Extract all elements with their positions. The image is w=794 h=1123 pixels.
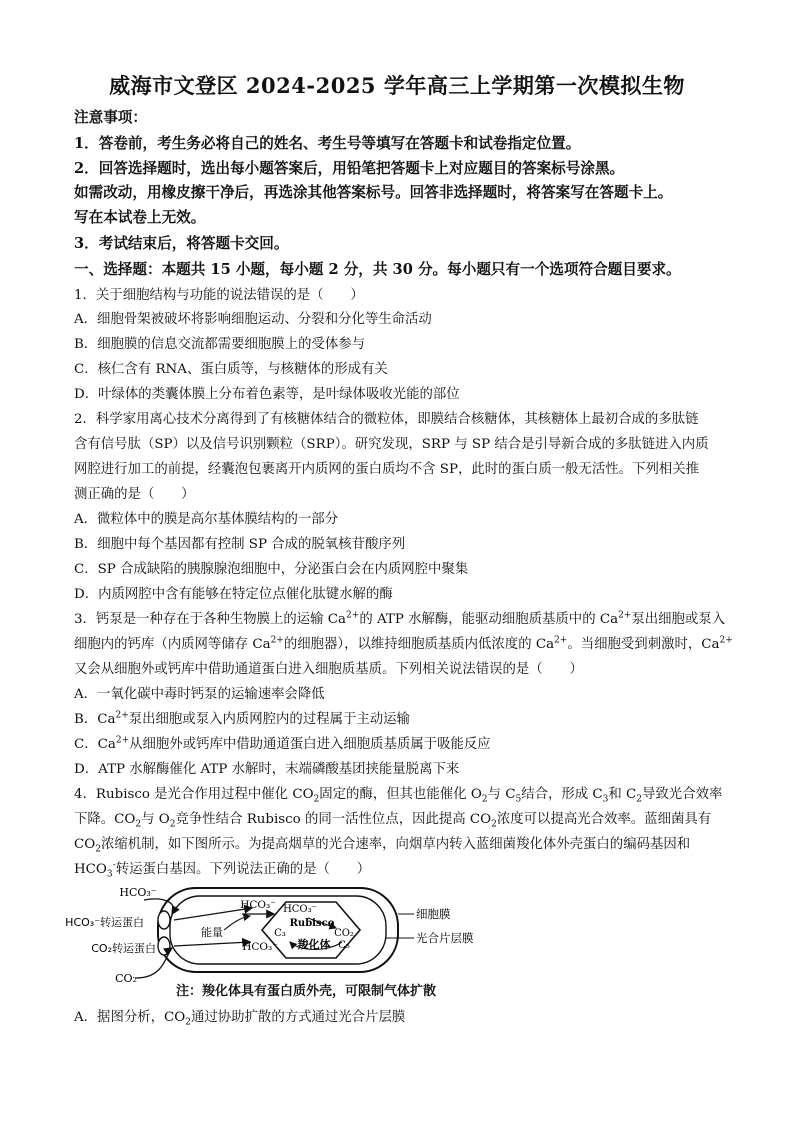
q3-stem-2: 细胞内的钙库（内质网等储存 $Ca^{2+}$的细胞器），以维持细胞质基质内低浓度的 $Ca^{2+}$。当细胞受到刺激时，$Ca^{2+}$ <box>74 635 733 652</box>
notice-heading: 注意事项： <box>74 109 147 126</box>
q1-option-a: A．细胞骨架被破坏将影响细胞运动、分裂和分化等生命活动 <box>74 312 432 327</box>
q3-option-c: C．$Ca^{2+}$从细胞外或钙库中借助通道蛋白进入细胞质基质属于吸能反应 <box>74 735 491 752</box>
q4-option-a: A．据图分析，$CO_2$通过协助扩散的方式通过光合片层膜 <box>74 1010 406 1028</box>
label-carboxysome: 羧化体 <box>297 938 331 951</box>
q3-option-a: A．一氧化碳中毒时钙泵的运输速率会降低 <box>74 687 325 702</box>
hco3-entry-arrow <box>144 899 174 914</box>
label-hco3-inner-2: HCO₃⁻ <box>242 941 278 953</box>
label-cell-membrane: 细胞膜 <box>416 907 451 921</box>
label-rubisco: Rubisco <box>289 918 335 929</box>
q3-option-d: D．ATP 水解酶催化 ATP 水解时，末端磷酸基团挟能量脱离下来 <box>74 762 460 777</box>
q2-stem-4: 测正确的是（ ） <box>74 487 195 502</box>
label-co2-transporter: CO₂转运蛋白 <box>91 942 156 955</box>
diagram-note: 注：羧化体具有蛋白质外壳，可限制气体扩散 <box>176 984 437 999</box>
notice-item-2: 2．回答选择题时，选出每小题答案后，用铅笔把答题卡上对应题目的答案标号涂黑。 <box>74 160 625 177</box>
q2-option-a: A．微粒体中的膜是高尔基体膜结构的一部分 <box>74 512 339 527</box>
notice-item-3: 3．考试结束后，将答题卡交回。 <box>74 235 289 252</box>
notice-item-1: 1．答卷前，考生务必将自己的姓名、考生号等填写在答题卡和试卷指定位置。 <box>74 135 581 152</box>
label-thylakoid-membrane: 光合片层膜 <box>416 931 474 945</box>
label-hco3-top: HCO₃⁻ <box>119 886 157 899</box>
q3-stem-3: 又会从细胞外或钙库中借助通道蛋白进入细胞质基质。下列相关说法错误的是（ ） <box>74 662 583 677</box>
q2-stem-1: 2．科学家用离心技术分离得到了有核糖体结合的微粒体，即膜结合核糖体，其核糖体上最初合成的多肽链 <box>74 412 699 427</box>
co2-transporter-shape <box>158 937 170 955</box>
q1-option-c: C．核仁含有 RNA、蛋白质等，与核糖体的形成有关 <box>74 362 388 377</box>
notice-item-2-end: 写在本试卷上无效。 <box>74 209 206 226</box>
energy-arrow <box>224 916 250 930</box>
q4-stem-4: $HCO_3^-$转运蛋白基因。下列说法正确的是（ ） <box>74 860 371 880</box>
label-c3: C₃ <box>274 928 286 939</box>
exam-title: 威海市文登区 2024-2025 学年高三上学期第一次模拟生物 <box>109 73 685 98</box>
q4-stem-3: $CO_2$浓缩机制，如下图所示。为提高烟草的光合速率，向烟草内转入蓝细菌羧化体外壳蛋白的编码基因和 <box>74 837 691 855</box>
label-co2-outside: CO₂ <box>115 972 137 985</box>
label-hco3-transporter: HCO₃⁻转运蛋白 <box>65 916 144 929</box>
notice-item-2-cont: 如需改动，用橡皮擦干净后，再选涂其他答案标号。回答非选择题时，将答案写在答题卡上。 <box>74 184 673 201</box>
hco3-transporter-shape <box>158 911 170 929</box>
co2-inner-arrow <box>174 942 250 946</box>
q3-option-b: B．$Ca^{2+}$泵出细胞或泵入内质网腔内的过程属于主动运输 <box>74 710 410 727</box>
section-heading: 一、选择题：本题共 15 小题，每小题 2 分，共 30 分。每小题只有一个选项符合题目要求。 <box>74 261 681 278</box>
q4-stem-1: 4．Rubisco 是光合作用过程中催化 $CO_2$固定的酶，但其也能催化 $O_2$与 $C_5$结合，形成 $C_3$和 $C_2$导致光合效率 <box>74 787 723 805</box>
q2-option-b: B．细胞中每个基因都有控制 SP 合成的脱氧核苷酸序列 <box>74 537 406 552</box>
q1-option-d: D．叶绿体的类囊体膜上分布着色素等，是叶绿体吸收光能的部位 <box>74 387 460 402</box>
q1-stem: 1．关于细胞结构与功能的说法错误的是（ ） <box>74 288 364 303</box>
label-c5: C₅ <box>338 940 350 951</box>
label-energy: 能量 <box>201 926 223 939</box>
q2-stem-2: 含有信号肽（SP）以及信号识别颗粒（SRP）。研究发现，SRP 与 SP 结合是引导新合成的多肽链进入内质 <box>74 437 709 452</box>
q3-stem-1: 3．钙泵是一种存在于各种生物膜上的运输 $Ca^{2+}$的 ATP 水解酶，能驱动细胞质基质中的 $Ca^{2+}$泵出细胞或泵入 <box>74 610 726 627</box>
q4-stem-2: 下降。$CO_2$与 $O_2$竞争性结合 Rubisco 的同一活性位点，因此提高 $CO_2$浓度可以提高光合效率。蓝细菌具有 <box>74 812 712 830</box>
label-hco3-carboxysome: HCO₃⁻ <box>283 904 317 915</box>
q1-option-b: B．细胞膜的信息交流都需要细胞膜上的受体参与 <box>74 337 366 352</box>
q2-option-c: C．SP 合成缺陷的胰腺腺泡细胞中，分泌蛋白会在内质网腔中聚集 <box>74 562 469 577</box>
q2-stem-3: 网腔进行加工的前提，经囊泡包裹离开内质网的蛋白质均不含 SP，此时的蛋白质一般无活性。下列相关推 <box>74 462 700 477</box>
label-hco3-inner-1: HCO₃⁻ <box>240 899 276 911</box>
q2-option-d: D．内质网腔中含有能够在特定位点催化肽键水解的酶 <box>74 587 393 602</box>
label-co2-carboxysome: CO₂ <box>334 928 354 939</box>
